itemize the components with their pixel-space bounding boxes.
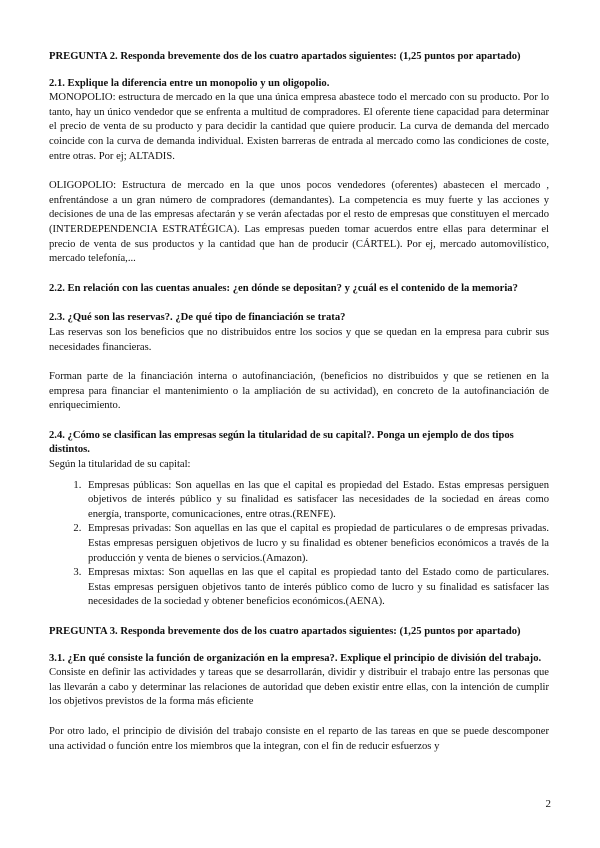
page-number: 2 — [545, 798, 551, 810]
list-item-mixtas: 3. Empresas mixtas: Son aquellas en las que el capital es propiedad tanto del Estado como de particulares. Estas empresas persiguen objetivos tanto de interés público como de lucro y su finalidad es satisfacer las necesidades de la sociedad y obtener beneficios económicos.(AENA). — [84, 566, 549, 610]
pregunta-3-title: PREGUNTA 3. Responda brevemente dos de los cuatro apartados siguientes: (1,25 puntos por apartado) — [49, 626, 521, 637]
oligopolio-paragraph: OLIGOPOLIO: Estructura de mercado en la que unos pocos vendedores (oferentes) abastecen el mercado , enfrentándose a un gran número de compradores (demandantes). La competencia es muy fuerte y las acciones y decisiones de una de las empresas afectarán y se verán afectadas por el resto de empresas que constituyen el mercado (INTERDEPENDENCIA ESTRATÉGICA). Las empresas pueden tomar acuerdos entre ellas para determinar el precio de venta de sus productos y la cantidad que han de producir (CÁRTEL). Por ej, mercado automovilístico, mercado telefonía,... — [49, 180, 549, 265]
document-page — [49, 50, 549, 754]
reservas-paragraph: Las reservas son los beneficios que no distribuidos entre los socios y que se quedan en la empresa para cubrir sus necesidades financieras. — [49, 326, 549, 353]
monopolio-paragraph: MONOPOLIO: estructura de mercado en la que una única empresa abastece todo el mercado con su producto. Por lo tanto, hay un único vendedor que se enfrenta a multitud de compradores. El oferente tiene capacidad para determinar el precio de venta de su producto y para decidir la cantidad que quiere producir. La curva de demanda del mercado coincide con la curva de demanda individual. Existen barreras de entrada al mercado como las condiciones de coste, entre otras. Por ej; ALTADIS. — [49, 92, 549, 162]
section-2-4-heading: 2.4. ¿Cómo se clasifican las empresas según la titularidad de su capital?. Ponga un ejemplo de dos tipos distintos. — [49, 429, 514, 456]
section-2-3-heading: 2.3. ¿Qué son las reservas?. ¿De qué tipo de financiación se trata? — [49, 312, 346, 324]
empresas-list — [49, 479, 549, 610]
section-2-2-heading: 2.2. En relación con las cuentas anuales: ¿en dónde se depositan? y ¿cuál es el contenido de la memoria? — [49, 282, 518, 294]
financiacion-paragraph: Forman parte de la financiación interna o autofinanciación, (beneficios no distribuidos y que se retienen en la empresa para financiar el mantenimiento o la ampliación de su actividad), en concreto de la autofinanciación de enriquecimiento. — [49, 371, 549, 412]
section-2-1-heading: 2.1. Explique la diferencia entre un monopolio y un oligopolio. — [49, 77, 330, 89]
list-item-privadas: 2. Empresas privadas: Son aquellas en las que el capital es propiedad de particulares o de empresas privadas. Estas empresas persiguen objetivos de lucro y su finalidad es obtener beneficios económicos a través de la producción y venta de bienes o servicios.(Amazon). — [84, 522, 549, 566]
pregunta-2-title: PREGUNTA 2. Responda brevemente dos de los cuatro apartados siguientes: (1,25 puntos por apartado) — [49, 51, 521, 62]
list-item-publicas: 1. Empresas públicas: Son aquellas en las que el capital es propiedad del Estado. Estas empresas persiguen objetivos de interés público y su finalidad es satisfacer las necesidades de la sociedad en áreas como energía, transporte, comunicaciones, entre otras.(RENFE). — [84, 479, 549, 523]
section-3-1-heading: 3.1. ¿En qué consiste la función de organización en la empresa?. Explique el principio de división del trabajo. — [49, 652, 542, 664]
organizacion-paragraph: Consiste en definir las actividades y tareas que se desarrollarán, dividir y distribuir el trabajo entre las personas que las llevarán a cabo y determinar las relaciones de autoridad que deben existir entre ellas, con la intención de cumplir los objetivos previstos de la forma más eficiente — [49, 667, 549, 708]
titularidad-intro: Según la titularidad de su capital: — [49, 459, 191, 471]
division-trabajo-paragraph: Por otro lado, el principio de división del trabajo consiste en el reparto de las tareas en que se puede descomponer una actividad o función entre los miembros que la integran, con el fin de reducir esfuerzos y — [49, 725, 549, 752]
